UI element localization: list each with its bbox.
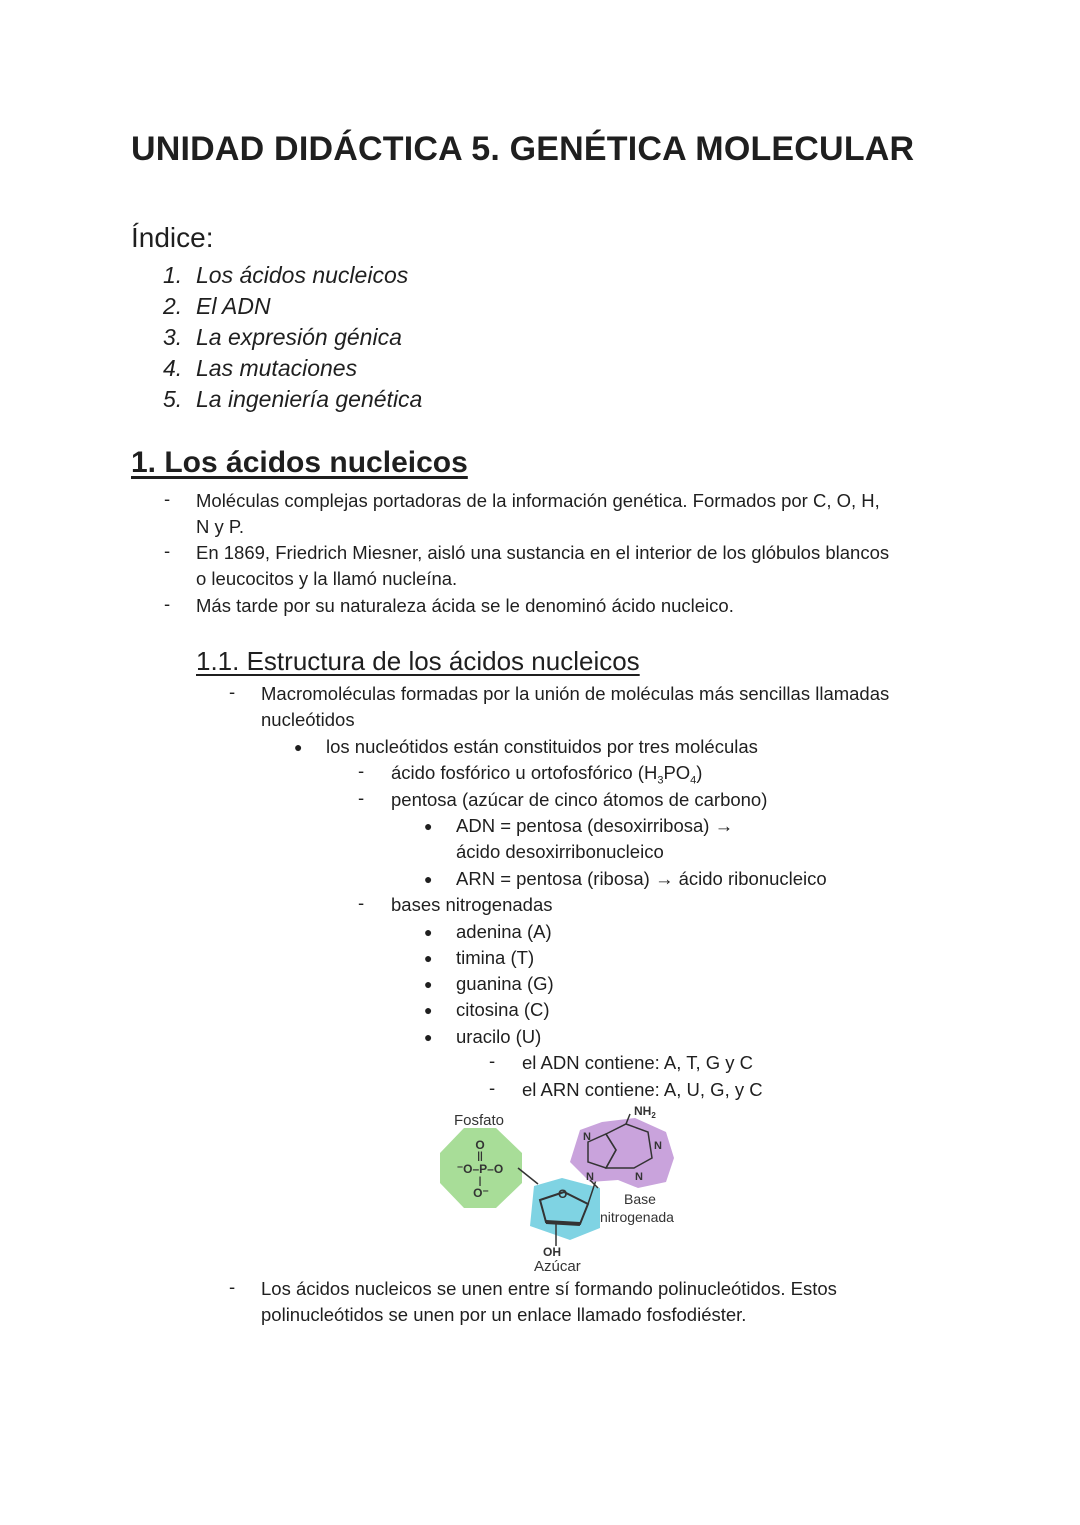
formula-text: ): [696, 762, 703, 783]
text-line: ADN = pentosa (desoxirribosa) →: [456, 815, 734, 836]
index-label: La expresión génica: [196, 324, 402, 350]
list-item: el ARN contiene: A, U, G, y C: [522, 1079, 763, 1100]
dash-bullet: -: [229, 681, 236, 702]
dash-bullet: -: [358, 760, 365, 781]
double-bond: ||: [477, 1151, 483, 1162]
dash-bullet: -: [229, 1276, 236, 1297]
dot-bullet: ●: [294, 739, 303, 755]
paragraph: [196, 593, 734, 619]
formula-subscript: 3: [657, 774, 664, 787]
phosphate-formula: ⁻O–P–O: [456, 1162, 504, 1176]
list-item: adenina (A): [456, 921, 552, 942]
text-line: Más tarde por su naturaleza ácida se le denominó ácido nucleico.: [196, 595, 734, 616]
atom-n: N: [635, 1171, 643, 1183]
sugar-oxygen: O: [558, 1187, 568, 1201]
text-line: Moléculas complejas portadoras de la información genética. Formados por C, O, H,: [196, 490, 880, 511]
dash-bullet: -: [489, 1050, 496, 1071]
index-item: [163, 262, 408, 289]
nucleotide-diagram: [430, 1100, 700, 1278]
text-line: Los ácidos nucleicos se unen entre sí formando polinucleótidos. Estos: [261, 1278, 837, 1299]
dot-bullet: ●: [424, 1029, 433, 1045]
index-label: Los ácidos nucleicos: [196, 262, 409, 288]
text-line: pentosa (azúcar de cinco átomos de carbono): [391, 789, 768, 810]
index-label: Las mutaciones: [196, 355, 358, 381]
index-number: 1.: [163, 262, 183, 288]
dash-bullet: -: [358, 787, 365, 808]
dot-bullet: ●: [424, 818, 433, 834]
list-item: guanina (G): [456, 973, 554, 994]
formula-subscript: 4: [690, 774, 697, 787]
single-bond: |: [478, 1176, 482, 1187]
text-line: polinucleótidos se unen por un enlace llamado fosfodiéster.: [261, 1304, 747, 1325]
sugar-label: Azúcar: [534, 1258, 581, 1275]
paragraph: [261, 1276, 837, 1328]
dot-bullet: ●: [424, 871, 433, 887]
index-number: 4.: [163, 355, 183, 381]
atom-n: N: [583, 1131, 591, 1143]
index-label: El ADN: [196, 293, 271, 319]
text-line: nucleótidos: [261, 709, 355, 730]
list-item: timina (T): [456, 947, 535, 968]
paragraph: [456, 813, 733, 865]
dot-bullet: ●: [424, 924, 433, 940]
index-number: 5.: [163, 386, 183, 412]
dash-bullet: -: [164, 488, 171, 509]
base-label-line1: Base: [624, 1191, 656, 1207]
hydroxyl-label: OH: [543, 1245, 561, 1259]
index-number: 3.: [163, 324, 183, 350]
paragraph: [196, 540, 889, 592]
index-item: [163, 386, 422, 413]
atom-o-minus: O⁻: [473, 1186, 489, 1200]
text-line: Macromoléculas formadas por la unión de moléculas más sencillas llamadas: [261, 683, 890, 704]
amine-subscript: 2: [651, 1111, 656, 1120]
index-label: La ingeniería genética: [196, 386, 423, 412]
dot-bullet: ●: [424, 950, 433, 966]
atom-n: N: [586, 1171, 594, 1183]
page-title: UNIDAD DIDÁCTICA 5. GENÉTICA MOLECULAR: [131, 130, 915, 168]
phosphate-label: Fosfato: [454, 1112, 505, 1129]
index-heading: Índice:: [131, 222, 214, 253]
formula-text: ácido fosfórico u ortofosfórico (H: [391, 762, 658, 783]
sugar-ring-edge: [546, 1222, 580, 1224]
amine-label: [634, 1104, 656, 1120]
text-line: ARN = pentosa (ribosa) → ácido ribonucleico: [456, 868, 827, 889]
index-number: 2.: [163, 293, 183, 319]
text-line: o leucocitos y la llamó nucleína.: [196, 568, 458, 589]
paragraph: [196, 488, 880, 540]
paragraph: [261, 681, 889, 733]
dash-bullet: -: [164, 540, 171, 561]
list-item: uracilo (U): [456, 1026, 542, 1047]
index-item: [163, 355, 357, 382]
index-item: [163, 324, 402, 351]
base-label-line2: nitrogenada: [600, 1209, 674, 1225]
formula-text: PO: [663, 762, 691, 783]
atom-n: N: [654, 1140, 662, 1152]
dash-bullet: -: [358, 892, 365, 913]
text-line: bases nitrogenadas: [391, 894, 553, 915]
subsection-heading: 1.1. Estructura de los ácidos nucleicos: [196, 646, 640, 676]
list-item: el ADN contiene: A, T, G y C: [522, 1052, 754, 1073]
dot-bullet: ●: [424, 1002, 433, 1018]
dash-bullet: -: [489, 1077, 496, 1098]
dash-bullet: -: [164, 593, 171, 614]
text-line: N y P.: [196, 516, 244, 537]
dot-bullet: ●: [424, 976, 433, 992]
text-line: En 1869, Friedrich Miesner, aisló una sustancia en el interior de los glóbulos blancos: [196, 542, 890, 563]
text-line: ácido desoxirribonucleico: [456, 841, 664, 862]
list-item: citosina (C): [456, 999, 550, 1020]
section-heading: 1. Los ácidos nucleicos: [131, 446, 468, 479]
atom-o: O: [475, 1138, 485, 1152]
index-item: [163, 293, 271, 320]
amine-text: NH: [634, 1104, 652, 1118]
text-line: los nucleótidos están constituidos por tres moléculas: [326, 736, 758, 757]
